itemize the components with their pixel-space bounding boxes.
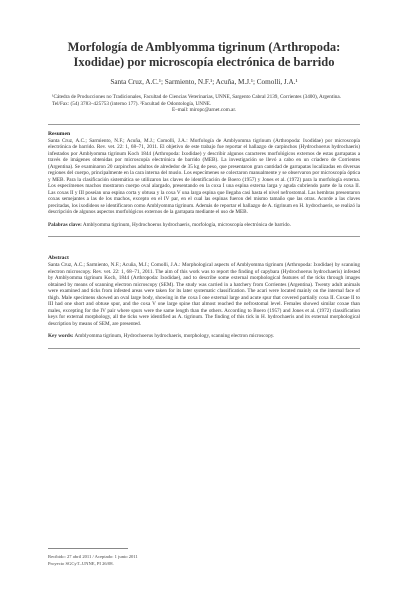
contact-email: E–mail: miropc@arnet.com.ar.: [171, 107, 237, 113]
abstract-section: [48, 255, 360, 340]
resumen-text: Santa Cruz, A.C.; Sarmiento, N.F.; Acuña, M.J.; Comolli, J.A.: Morfología de Amblyomma tigrinum (Arthropoda: Ixodidae) por microscopía electrónica de barrido. Rev. vet. 22: 1, 68–71, 2011. El objetivo de este trabajo fue reportar el hallazgo de carpinchos (Hydrochoerus hydrochaeris) infestados por Amblyomma tigrinum Koch 1844 (Arthropoda: Ixodidae) y describir algunos caracteres morfológicos externos de estas garrapatas a través de imágenes obtenidas por microscopía electrónica de barrido (MEB). La investigación se llevó a cabo en un criadero de Corrientes (Argentina). Se examinaron 20 carpinchos adultos de alrededor de 35 kg de peso, que presentaron gran cantidad de garrapatas localizadas en diversas regiones del cuerpo, principalmente en la cara interna del muslo. Los especímenes se colectaron manualmente y se observaron por microscopía óptica y MEB. Para la clasificación sistemática se utilizaron las claves de identificación de Boero (1957) y Jones et al. (1972) para la morfología externa. Los especímenes machos mostraron cuerpo oval alargado, presentando en la coxa I una espina externa larga y aguda cubriendo parte de la coxa II. Las coxas II y III poseían una espina corta y obtusa y la coxa V una larga espina que llegaba casi hasta el nivel nefrostomal. Las hembras presentaron coxas semejantes a las de los machos, excepto en el IV par, en el cual las espinas fueron del mismo tamaño que las otras. Acorde a las claves precitadas, los ixodideos se identificaron como Amblyomma tigrinum. Además de reportar el hallazgo de A. tigrinum en H. hydrochaeris, se realizó la descripción de algunos aspectos morfológicos externos de la garrapata mediante el uso de MEB.: [48, 137, 360, 215]
abstract-keywords-label: Key words:: [48, 333, 74, 339]
abstract-heading: Abstract: [48, 255, 69, 261]
abstract-bottom-rule: [48, 348, 360, 349]
affiliation-block: [48, 94, 360, 114]
footnote-rule: [48, 548, 128, 549]
received-accepted-dates: Recibido: 27 abril 2011 / Aceptado: 1 junio 2011: [48, 554, 138, 559]
resumen-keywords-text: Amblyomma tigrinum, Hydrochoerus hydrochaeris, morfología, microscopía electrónica de barrido.: [82, 221, 291, 228]
abstract-keywords: [48, 333, 360, 340]
author-list: Santa Cruz, A.C.¹; Sarmiento, N.F.¹; Acuña, M.J.¹; Comolli, J.A.¹: [110, 78, 298, 86]
abstract-text: Santa Cruz, A.C.; Sarmiento, N.F.; Acuña, M.J.; Comolli, J.A.: Morphological aspects of Amblyomma tigrinum (Arthropoda: Ixodidae) by scanning electron microscopy. Rev. vet. 22: 1, 68–71, 2011. The aim of this work was to report the finding of capybara (Hydrochoerus hydrochaeris) infested by Amblyomma tigrinum Koch, 1844 (Arthropoda: Ixodidae), and to describe some external morphological features of the ticks through images obtained by means of scanning electron microscopy (SEM). The study was carried in a hatchery from Corrientes (Argentina). Twenty adult animals were examined and ticks from infested areas were taken for its later systematic classification. The acari were located mainly on the internal face of thigh. Male specimens showed an oval large body, showing in the coxa I one external large and acute spur that covered partially coxa II. Coxae II to III had one short and obtuse spur, and the coxa V one large spine that almost reached the nefrostomal level. Females showed similar coxae than males, excepting for the IV pair where spurs were the same length than the others. According to Boero (1957) and Jones et al. (1972) classification keys for external morphology, all the ticks were identified as A. tigrinum. The finding of this tick in H. hydrochaeris and its external morphological description by means of SEM, are presented.: [48, 262, 360, 327]
resumen-section: [48, 131, 360, 229]
resumen-heading: Resumen: [48, 130, 71, 137]
resumen-top-rule: [48, 124, 360, 125]
footnote-block: [48, 553, 360, 567]
paper-title: Morfología de Amblyomma tigrinum (Arthropoda: Ixodidae) por microscopía electrónica de barrido: [67, 40, 341, 69]
resumen-keywords: [48, 222, 360, 229]
resumen-bottom-rule: [48, 236, 360, 237]
abstract-keywords-text: Amblyomma tigrinum, Hydrochoerus hydrochaeris, morphology, scanning electron microscopy.: [74, 333, 275, 339]
resumen-keywords-label: Palabras clave:: [48, 221, 82, 228]
affiliation-text: ¹Cátedra de Producciones no Tradicionales, Facultad de Ciencias Veterinarias, UNNE, Sargento Cabral 2139, Corrientes (3400), Argentina. Tel/Fax: (54) 3783–425753 (interno 177). ²Facultad de Odontología, UNNE.: [52, 94, 341, 107]
funding-project: Proyecto SGCyT–UNNE, PI 26/08.: [48, 561, 114, 566]
